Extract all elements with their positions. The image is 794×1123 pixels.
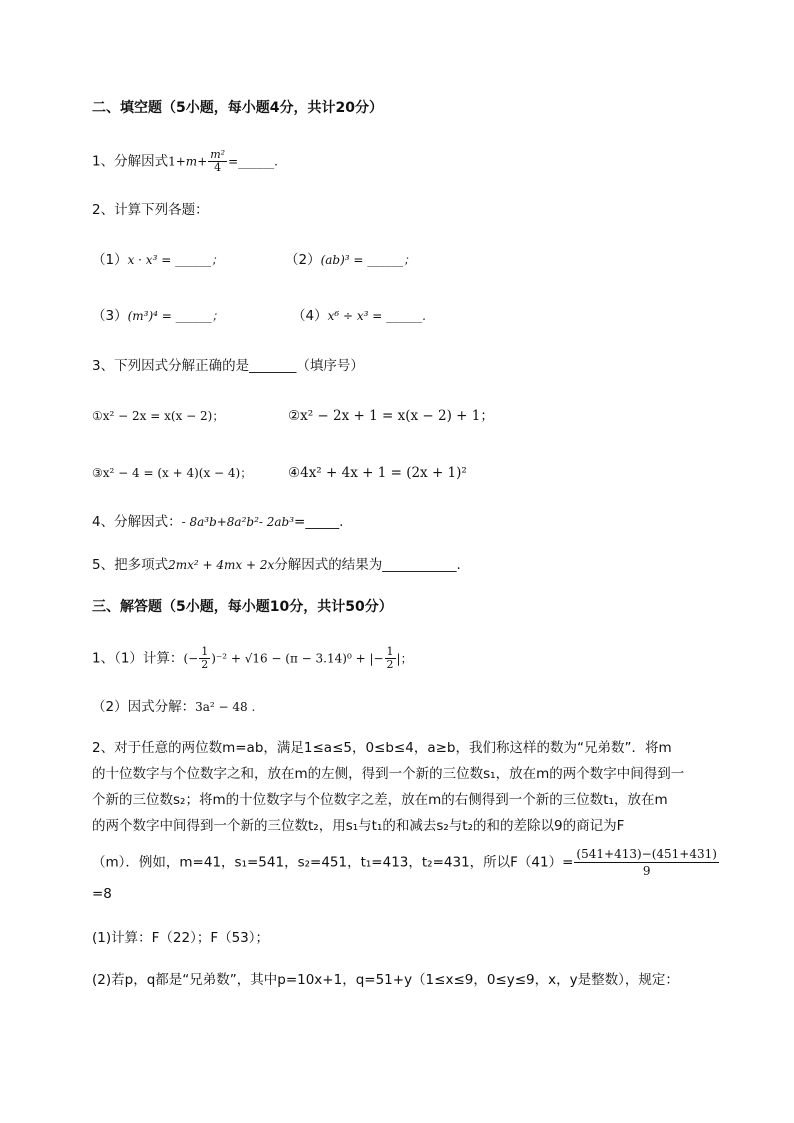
s3-q1-half-num-1: 1 bbox=[201, 645, 209, 658]
q2-p3-expr: (m³)⁴ = ______； bbox=[127, 309, 224, 323]
q3-option-4: ④4x² + 4x + 1 = (2x + 1)² bbox=[288, 465, 467, 481]
s3-q2-frac-num: (541+413)−(451+431) bbox=[576, 847, 717, 861]
s3-q1-half-num-2: 1 bbox=[386, 645, 394, 658]
s3-q2-part-2: (2)若p，q都是“兄弟数”，其中p=10x+1，q=51+y（1≤x≤9，0≤y≤9，x，y是整数），规定： bbox=[92, 972, 679, 988]
question-4 bbox=[92, 512, 343, 532]
q2-p3-label: （3） bbox=[92, 308, 128, 324]
s3-q1-half-fraction-1 bbox=[199, 646, 210, 671]
s3-q2-line-2: 的十位数字与个位数字之和，放在m的左侧，得到一个新的三位数s₁，放在m的两个数字中间得到一 bbox=[92, 766, 685, 782]
s3-q1-half-fraction-2 bbox=[385, 646, 396, 671]
q1-expr-lead: 1+ bbox=[168, 154, 186, 169]
q2-p4-label: （4） bbox=[292, 308, 328, 324]
s3-q1-middle: )⁻² + √16 − (π − 3.14)⁰ + |− bbox=[211, 651, 384, 666]
q3-option-1: ①x² − 2x = x(x − 2)； bbox=[92, 409, 225, 423]
q4-prefix: 4、分解因式： bbox=[92, 514, 182, 530]
s3-q1-lead: (− bbox=[183, 651, 199, 666]
s3-q2-line-6: =8 bbox=[92, 886, 112, 902]
s3-q2-line-1: 2、对于任意的两位数m=ab，满足1≤a≤5，0≤b≤4，a≥b，我们称这样的数为“兄弟数”．将m bbox=[92, 740, 672, 756]
q1-var-m: m bbox=[185, 154, 198, 169]
q2-p4-expr: x⁶ ÷ x³ = ______. bbox=[327, 309, 426, 323]
q4-tail: =_____. bbox=[294, 514, 344, 530]
s3-q1-half-den-2: 2 bbox=[386, 658, 394, 671]
s3-q2-example: （m）．例如，m=41，s₁=541，s₂=451，t₁=413，t₂=431，所以F（41）= bbox=[92, 854, 574, 871]
q2-p1-label: （1） bbox=[92, 252, 128, 268]
q1-tail: =______. bbox=[228, 154, 278, 169]
s3-q1-half-den-1: 2 bbox=[201, 658, 209, 671]
s3-q2-part-1: (1)计算：F（22）；F（53）； bbox=[92, 930, 270, 946]
s3-q1-p2-expr: 3a² − 48 . bbox=[195, 700, 256, 714]
q1-prefix: 1、分解因式 bbox=[92, 153, 169, 170]
q4-expr: - 8a³b+8a²b²- 2ab³ bbox=[181, 515, 295, 529]
question-2-intro: 2、计算下列各题： bbox=[92, 202, 209, 218]
section-answer-heading: 三、解答题（5小题，每小题10分，共计50分） bbox=[92, 599, 393, 615]
question-1 bbox=[92, 149, 278, 174]
q2-part-2 bbox=[285, 250, 415, 270]
question-3-intro: 3、下列因式分解正确的是_______（填序号） bbox=[92, 358, 364, 374]
s3-q2-line-4: 的两个数字中间得到一个新的三位数t₂，用s₁与t₁的和减去s₂与t₂的和的差除以9的商记为F bbox=[92, 818, 625, 834]
s3-q2-frac-den: 9 bbox=[642, 864, 651, 878]
q5-tail: 分解因式的结果为___________. bbox=[274, 557, 461, 573]
s3-q2-fraction bbox=[574, 846, 719, 879]
q1-frac-num: m² bbox=[210, 148, 226, 161]
q2-part-4 bbox=[292, 306, 426, 326]
section-fill-in-heading: 二、填空题（5小题，每小题4分，共计20分） bbox=[92, 100, 383, 116]
q2-p2-expr: (ab)³ = ______； bbox=[320, 253, 416, 267]
s3-question-1-part-1 bbox=[92, 646, 413, 671]
q1-frac-den: 4 bbox=[214, 161, 222, 174]
s3-q1-label: 1、（1）计算： bbox=[92, 650, 184, 667]
q3-option-3: ③x² − 4 = (x + 4)(x − 4)； bbox=[92, 466, 253, 480]
s3-question-1-part-2 bbox=[92, 697, 255, 717]
s3-q2-line-5 bbox=[92, 846, 720, 879]
s3-q2-line-3: 个新的三位数s₂；将m的十位数字与个位数字之差，放在m的右侧得到一个新的三位数t₁，放在m bbox=[92, 792, 668, 808]
q2-p1-expr: x · x³ = ______； bbox=[127, 253, 224, 267]
q2-part-1 bbox=[92, 250, 223, 270]
q1-fraction bbox=[208, 149, 227, 174]
s3-q1-end: |； bbox=[396, 651, 413, 666]
question-5 bbox=[92, 555, 461, 575]
q2-p2-label: （2） bbox=[285, 252, 321, 268]
q5-expr: 2mx² + 4mx + 2x bbox=[168, 558, 275, 572]
s3-q1-p2-label: （2）因式分解： bbox=[92, 699, 196, 715]
q5-prefix: 5、把多项式 bbox=[92, 557, 169, 573]
q3-option-2: ②x² − 2x + 1 = x(x − 2) + 1； bbox=[288, 408, 494, 424]
q2-part-3 bbox=[92, 306, 224, 326]
q1-plus: + bbox=[197, 154, 208, 169]
